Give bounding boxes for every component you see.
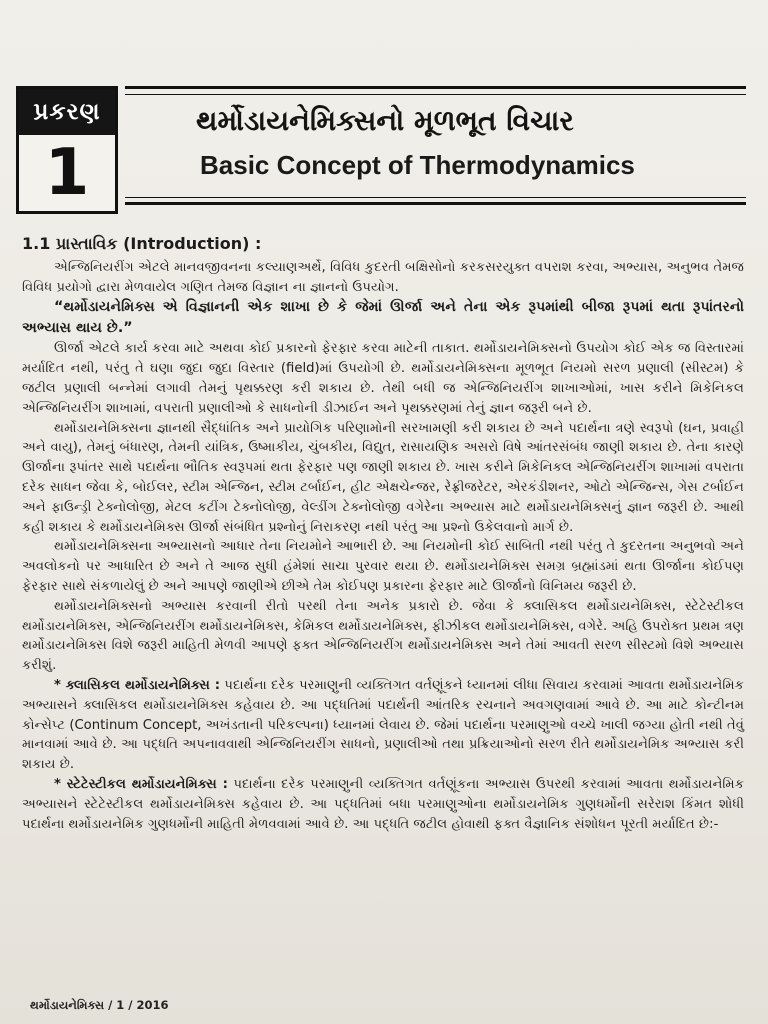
paragraph-types: થર્મોડાયનેમિક્સનો અભ્યાસ કરવાની રીતો પરથી તેના અનેક પ્રકારો છે. જેવા કે ક્લાસિકલ થર્મોડાયનેમિક્સ, સ્ટેટેસ્ટીકલ થર્મોડાયનેમિક્સ, એન્જિનિયરીંગ થર્મોડાયનેમિક્સ, કેમિકલ થર્મોડાયનેમિક્સ, ફીઝીકલ થર્મોડાયનેમિક્સ, વગેરે. અહિ ઉપરોક્ત પ્રથમ ત્રણ થર્મોડાયનેમિક્સ વિશે જરૂરી માહિતી મેળવી આપણે ફક્ત એન્જિનિયરીંગ થર્મોડાયનેમિક્સ અને તેમાં આવતી સરળ સીસ્ટમો વિશે અભ્યાસ કરીશું. [22, 598, 744, 674]
chapter-title-gujarati: થર્મોડાયનેમિક્સનો મૂળભૂત વિચાર [196, 104, 574, 137]
chapter-number: 1 [44, 136, 90, 210]
page-footer: થર્મોડાયનેમિક્સ / 1 / 2016 [30, 998, 169, 1012]
title-rule-bottom [125, 202, 746, 205]
paragraph-applications: થર્મોડાયનેમિક્સના જ્ઞાનથી સૈદ્ધાંતિક અને પ્રાયોગિક પરિણામોની સરખામણી કરી શકાય છે અને પદાર્થના ત્રણે સ્વરૂપો (ઘન, પ્રવાહી અને વાયુ), તેમનું બંધારણ, તેમની યાંત્રિક, ઉષ્માકીય, ચુંબકીય, વિદ્યુત, રાસાયણિક અસરો વિષે આંતરસંબંધ જાણી શકાય છે. તેના કારણે ઊર્જાના રૂપાંતર સાથે પદાર્થના ભૌતિક સ્વરૂપમાં થતા ફેરફાર પણ જાણી શકાય છે. ખાસ કરીને મિકેનિકલ એન્જિનિયરીંગ શાખામાં વપરાતા દરેક સાધન જેવા કે, બોઈલર, સ્ટીમ એન્જિન, સ્ટીમ ટર્બાઈન, હીટ એક્ષચેન્જર, રેફ્રીજરેટર, એરકંડીશનર, ઓટો એન્જિન્સ, ગેસ ટર્બાઈન અને ફાઉન્ડ્રી ટેક્નોલોજી, મેટલ કટીંગ ટેક્નોલોજી, વેલ્ડીંગ ટેક્નોલોજી વગેરેના અભ્યાસ માટે થર્મોડાયનેમિક્સનું જ્ઞાન જરૂરી છે. આથી કહી શકાય કે થર્મોડાયનેમિક્સ ઊર્જા સંબંધિત પ્રશ્નોનું નિરાકરણ નથી પરંતુ આ પ્રશ્નો ઉકેલવાનો માર્ગ છે. [22, 420, 744, 535]
bullet-classical-text: પદાર્થના દરેક પરમાણુની વ્યક્તિગત વર્તણૂંકને ધ્યાનમાં લીધા સિવાય કરવામાં આવતા થર્મોડાયનેમિક અભ્યાસને ક્લાસિકલ થર્મોડાયનેમિક્સ કહેવાય છે. આ પદ્ધતિમાં પદાર્થની આંતરિક રચનાને અવગણવામાં આવે છે. આ માટે કોન્ટીનમ કોન્સેપ્ટ (Continum Concept, અખંડતાની પરિકલ્પના) ધ્યાનમાં લેવાય છે. જેમાં પદાર્થના પરમાણુઓ વચ્ચે ખાલી જગ્યા હોતી નથી તેવું માનવામાં આવે છે. આ પદ્ધતિ અપનાવવાથી એન્જિનિયરીંગ સાધનો, પ્રણાલીઓ તથા પ્રક્રિયાઓનો સરળ રીતે થર્મોડાયનેમિક અભ્યાસ કરી શકાય છે. [22, 677, 744, 773]
paragraph-definition: એન્જિનિયરીંગ એટલે માનવજીવનના કલ્યાણઅર્થે, વિવિધ કુદરતી બક્ષિસોનો કરકસરયુક્ત વપરાશ કરવા, અભ્યાસ, અનુભવ તેમજ વિવિધ પ્રયોગો દ્વારા મેળવાયેલ ગણિત તેમજ વિજ્ઞાન ના જ્ઞાનનો ઉપયોગ. [22, 259, 744, 295]
chapter-box [16, 86, 118, 214]
bullet-statistical [22, 775, 744, 834]
paragraph-energy: ઊર્જા એટલે કાર્ય કરવા માટે અથવા કોઈ પ્રકારનો ફેરફાર કરવા માટેની તાકાત. થર્મોડાયનેમિક્સનો ઉપયોગ કોઈ એક જ વિસ્તારમાં મર્યાદિત નથી, પરંતુ તે ઘણા જુદા જુદા વિસ્તાર (field)માં ઉપયોગી છે. થર્મોડાયનેમિક્સના મૂળભૂત નિયમો સરળ પ્રણાલી (સીસ્ટમ) કે જટીલ પ્રણાલી બન્નેમાં લગાવી તેમનું પૃથક્કરણ કરી શકાય છે. તેથી બધી જ એન્જિનિયરીંગ શાખાઓમાં, ખાસ કરીને મિકેનિકલ એન્જિનિયરીંગ શાખામાં, વપરાતી પ્રણાલીઓ કે સાધનોની ડીઝાઈન અને પૃથક્કરણમાં તેનું જ્ઞાન જરૂરી બને છે. [22, 341, 744, 416]
chapter-title-english: Basic Concept of Thermodynamics [200, 150, 635, 180]
title-rule-bottom-thin [125, 197, 746, 198]
section-heading: 1.1 પ્રાસ્તાવિક (Introduction) : [22, 234, 262, 253]
bullet-statistical-text: પદાર્થના દરેક પરમાણુની વ્યક્તિગત વર્તણૂંકના અભ્યાસ ઉપરથી કરવામાં આવતા થર્મોડાયનેમિક અભ્યાસને સ્ટેટેસ્ટીકલ થર્મોડાયનેમિક્સ કહેવાય છે. આ પદ્ધતિમાં બધા પરમાણુઓના થર્મોડાયનેમિક ગુણધર્મોની સરેરાશ કિંમત શોધી પદાર્થના થર્મોડાયનેમિક ગુણધર્મોની માહિતી મેળવવામાં આવે છે. આ પદ્ધતિ જટીલ હોવાથી ફક્ત વૈજ્ઞાનિક સંશોધન પૂરતી મર્યાદિત છે:- [22, 776, 745, 832]
paragraph-laws: થર્મોડાયનેમિક્સના અભ્યાસનો આધાર તેના નિયમોને આભારી છે. આ નિયમોની કોઈ સાબિતી નથી પરંતુ તે કુદરતના અનુભવો અને અવલોકનો પર આધારિત છે અને તે આજ સુધી હંમેશાં સાચા પુરવાર થયા છે. થર્મોડાયનેમિક્સ સમગ્ર બ્રહ્માંડમાં થતા ઊર્જાના કોઈપણ ફેરફાર સાથે સંકળાયેલું છે અને આપણે જાણીએ છીએ તેમ કોઈપણ પ્રકારના ફેરફાર માટે ઊર્જાનો વિનિમય જરૂરી છે. [22, 539, 744, 594]
title-rule-top [125, 86, 746, 89]
paragraph-quote: “થર્મોડાયનેમિક્સ એ વિજ્ઞાનની એક શાખા છે કે જેમાં ઊર્જા અને તેના એક રૂપમાંથી બીજા રૂપમાં થતા રૂપાંતરનો અભ્યાસ થાય છે.” [22, 299, 744, 337]
title-rule-top-thin [125, 94, 746, 95]
page-content [22, 234, 744, 834]
bullet-classical [22, 676, 744, 775]
bullet-statistical-term: * સ્ટેટેસ્ટીકલ થર્મોડાયનેમિક્સ : [54, 776, 228, 792]
bullet-classical-term: * ક્લાસિકલ થર્મોડાયનેમિક્સ : [54, 677, 221, 693]
chapter-label: પ્રકરણ [19, 89, 115, 135]
